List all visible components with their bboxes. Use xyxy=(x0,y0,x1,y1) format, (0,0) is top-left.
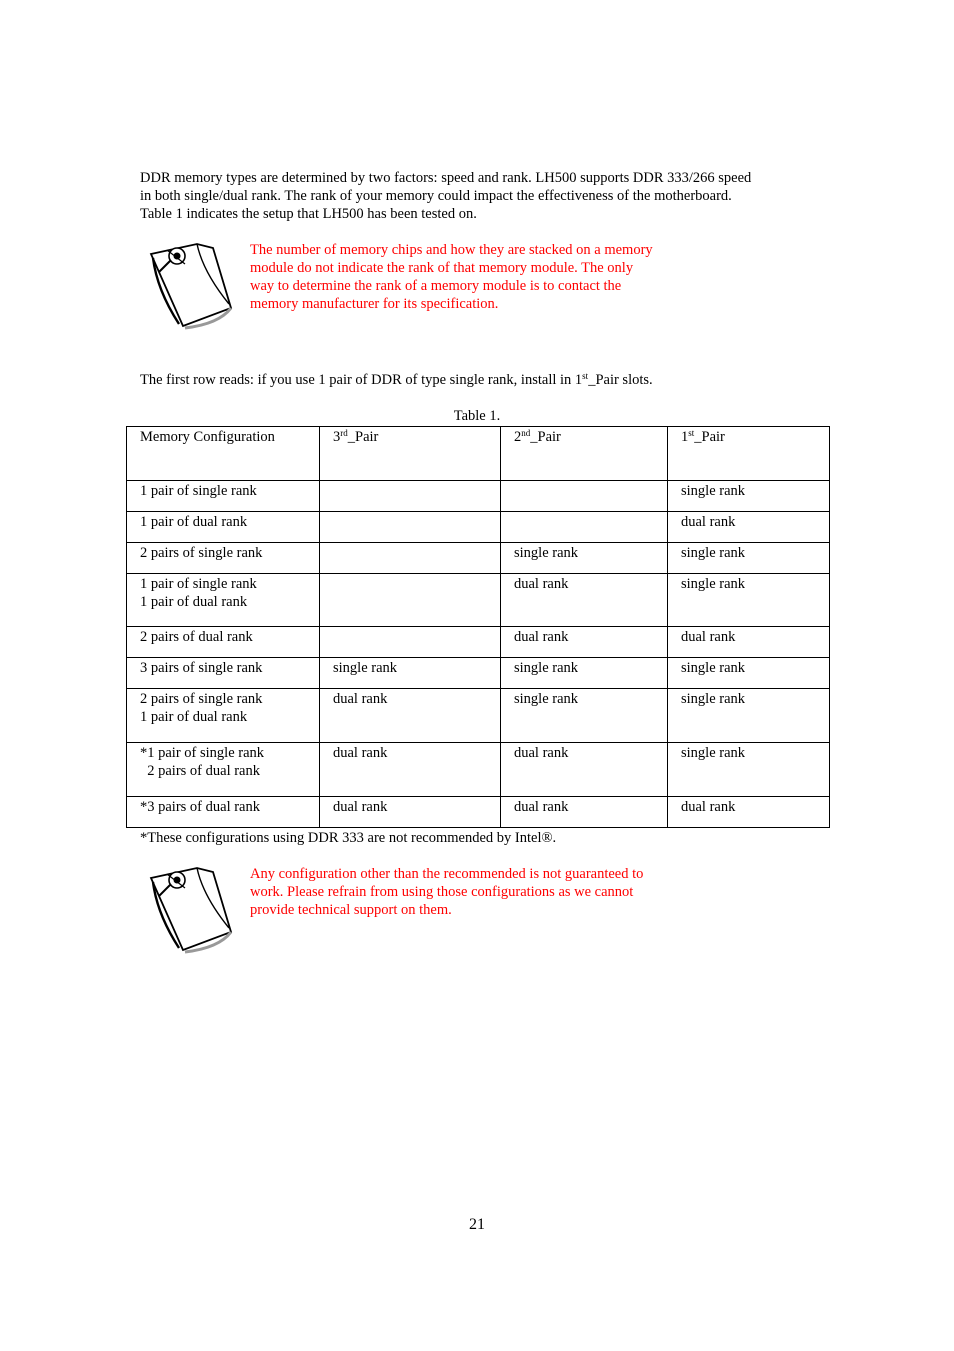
intro-paragraph xyxy=(140,169,820,223)
table-row xyxy=(127,574,830,627)
intro-line: Table 1 indicates the setup that LH500 has been tested on. xyxy=(140,206,477,222)
table-cell: 2 pairs of single rank xyxy=(127,543,320,574)
table-cell: single rank xyxy=(501,689,668,743)
table-row xyxy=(127,689,830,743)
configuration-warning-note xyxy=(250,865,710,919)
table-cell: dual rank xyxy=(501,627,668,658)
table-cell: *3 pairs of dual rank xyxy=(127,797,320,828)
table-cell: 3 pairs of single rank xyxy=(127,658,320,689)
header-3rd-pair: 3rd_Pair xyxy=(320,427,501,481)
first-row-text-end: _Pair slots. xyxy=(588,372,653,388)
table-row xyxy=(127,512,830,543)
table-cell: 1 pair of dual rank xyxy=(127,512,320,543)
header-1st-pair: 1st_Pair xyxy=(668,427,830,481)
intro-line: in both single/dual rank. The rank of your memory could impact the effectiveness of the motherboard. xyxy=(140,188,732,204)
table-cell: dual rank xyxy=(668,627,830,658)
table-row xyxy=(127,658,830,689)
note-line: memory manufacturer for its specification. xyxy=(250,296,499,312)
page-number: 21 xyxy=(469,1216,485,1233)
table-cell xyxy=(501,481,668,512)
table-row xyxy=(127,743,830,797)
header-memory-configuration: Memory Configuration xyxy=(127,427,320,481)
table-cell: dual rank xyxy=(501,743,668,797)
note-line: provide technical support on them. xyxy=(250,902,452,918)
table-row xyxy=(127,627,830,658)
table-cell: dual rank xyxy=(501,797,668,828)
table-cell: single rank xyxy=(668,543,830,574)
table-cell: single rank xyxy=(501,658,668,689)
table-cell: 2 pairs of single rank 1 pair of dual rank xyxy=(127,689,320,743)
table-cell: *1 pair of single rank 2 pairs of dual rank xyxy=(127,743,320,797)
table-cell: single rank xyxy=(668,743,830,797)
table-cell: 2 pairs of dual rank xyxy=(127,627,320,658)
first-row-explanation xyxy=(140,371,820,389)
table-cell: 1 pair of single rank 1 pair of dual rank xyxy=(127,574,320,627)
first-row-text: The first row reads: if you use 1 pair of DDR of type single rank, install in 1 xyxy=(140,372,583,388)
table-cell: dual rank xyxy=(668,512,830,543)
memory-rank-note xyxy=(250,241,710,313)
table-cell xyxy=(320,481,501,512)
note-line: The number of memory chips and how they are stacked on a memory xyxy=(250,242,653,258)
table-cell: dual rank xyxy=(320,689,501,743)
table-cell: single rank xyxy=(668,574,830,627)
table-row xyxy=(127,797,830,828)
table-header-row xyxy=(127,427,830,481)
table-cell: single rank xyxy=(668,689,830,743)
table-cell xyxy=(320,574,501,627)
table-cell: single rank xyxy=(320,658,501,689)
table-cell: single rank xyxy=(668,658,830,689)
note-line: Any configuration other than the recommended is not guaranteed to xyxy=(250,866,644,882)
table-cell: dual rank xyxy=(320,797,501,828)
table-caption: Table 1. xyxy=(453,408,501,424)
header-2nd-pair: 2nd_Pair xyxy=(501,427,668,481)
memory-configuration-table xyxy=(126,426,830,828)
intro-line: DDR memory types are determined by two factors: speed and rank. LH500 supports DDR 333/266 speed xyxy=(140,170,752,186)
table-cell xyxy=(501,512,668,543)
table-row xyxy=(127,481,830,512)
table-cell xyxy=(320,543,501,574)
pinned-note-icon xyxy=(145,862,237,954)
table-cell: single rank xyxy=(668,481,830,512)
table-cell: dual rank xyxy=(501,574,668,627)
table-cell: 1 pair of single rank xyxy=(127,481,320,512)
note-line: way to determine the rank of a memory module is to contact the xyxy=(250,278,622,294)
table-cell: dual rank xyxy=(320,743,501,797)
pinned-note-icon xyxy=(145,238,237,330)
table-cell: dual rank xyxy=(668,797,830,828)
note-line: module do not indicate the rank of that memory module. The only xyxy=(250,260,634,276)
table-row xyxy=(127,543,830,574)
table-cell xyxy=(320,512,501,543)
first-row-sup: st xyxy=(582,371,589,381)
note-line: work. Please refrain from using those configurations as we cannot xyxy=(250,884,634,900)
table-cell xyxy=(320,627,501,658)
table-footnote: *These configurations using DDR 333 are not recommended by Intel®. xyxy=(140,830,557,846)
table-cell: single rank xyxy=(501,543,668,574)
